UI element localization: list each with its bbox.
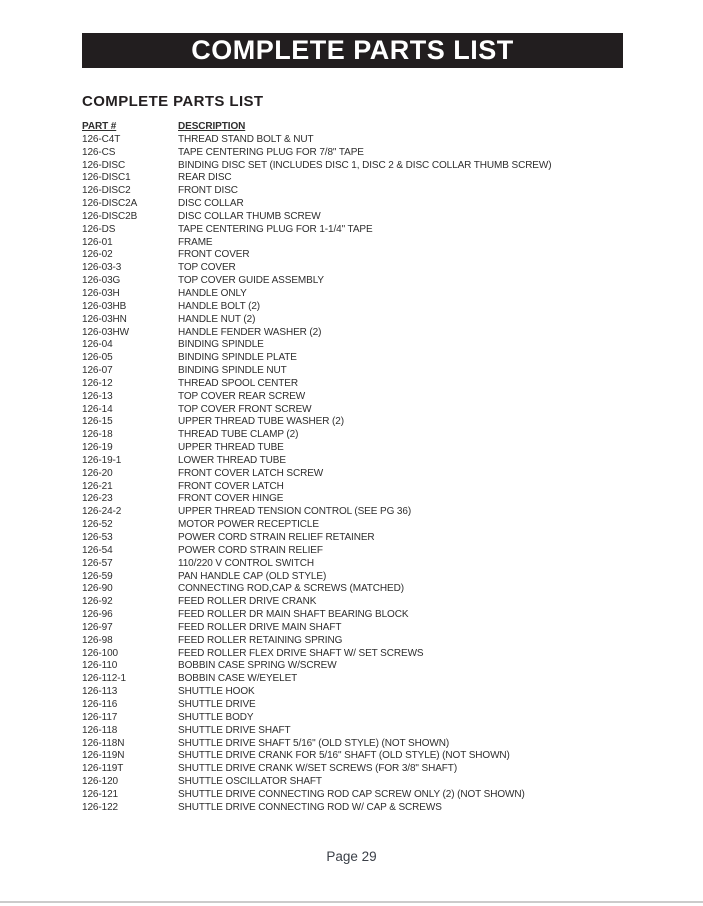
part-number-cell: 126-113: [82, 686, 118, 698]
part-number-cell: 126-01: [82, 236, 113, 248]
part-number-cell: 126-14: [82, 403, 113, 415]
description-cell: LOWER THREAD TUBE: [178, 454, 286, 466]
part-number-cell: 126-03-3: [82, 262, 122, 274]
description-cell: CONNECTING ROD,CAP & SCREWS (MATCHED): [178, 583, 404, 595]
description-cell: SHUTTLE DRIVE: [178, 698, 256, 710]
table-row: [82, 493, 642, 506]
description-cell: SHUTTLE BODY: [178, 711, 254, 723]
part-number-cell: 126-90: [82, 583, 113, 595]
description-cell: MOTOR POWER RECEPTICLE: [178, 519, 319, 531]
part-number-cell: 126-DS: [82, 223, 116, 235]
part-number-cell: 126-122: [82, 801, 118, 813]
part-number-cell: 126-03H: [82, 287, 120, 299]
description-cell: SHUTTLE DRIVE SHAFT 5/16" (OLD STYLE) (NOT SHOWN): [178, 737, 450, 749]
table-row: [82, 160, 642, 173]
banner-title: COMPLETE PARTS LIST: [191, 35, 514, 65]
part-number-cell: 126-03HN: [82, 313, 127, 325]
table-row: [82, 686, 642, 699]
table-row: [82, 378, 642, 391]
section-title: COMPLETE PARTS LIST: [82, 93, 264, 110]
part-number-cell: 126-53: [82, 532, 113, 543]
table-row: [82, 712, 642, 725]
table-row: [82, 224, 642, 237]
description-cell: FEED ROLLER RETAINING SPRING: [178, 634, 343, 646]
description-cell: BOBBIN CASE W/EYELET: [178, 673, 298, 685]
table-row: [82, 429, 642, 442]
part-number-cell: 126-110: [82, 660, 118, 672]
part-number-cell: 126-57: [82, 557, 113, 569]
table-row: [82, 776, 642, 789]
part-number-cell: 126-96: [82, 609, 113, 621]
description-cell: FEED ROLLER DRIVE MAIN SHAFT: [178, 621, 342, 633]
part-number-cell: 126-12: [82, 377, 113, 389]
part-number-cell: 126-DISC1: [82, 172, 131, 184]
description-cell: THREAD TUBE CLAMP (2): [178, 429, 299, 441]
description-cell: 110/220 V CONTROL SWITCH: [178, 557, 314, 569]
part-number-cell: 126-118N: [82, 737, 125, 749]
description-cell: UPPER THREAD TUBE WASHER (2): [178, 416, 344, 428]
description-column-header: DESCRIPTION: [178, 121, 246, 132]
table-row: [82, 789, 642, 802]
description-cell: POWER CORD STRAIN RELIEF RETAINER: [178, 532, 375, 543]
part-number-cell: 126-07: [82, 365, 113, 377]
table-row: [82, 275, 642, 288]
table-row: [82, 571, 642, 584]
part-number-cell: 126-59: [82, 570, 113, 582]
table-row: [82, 249, 642, 262]
table-row: [82, 455, 642, 468]
table-row: [82, 352, 642, 365]
table-row: [82, 327, 642, 340]
part-number-cell: 126-97: [82, 621, 113, 633]
page-banner: [82, 33, 623, 68]
table-row: [82, 211, 642, 224]
part-number-cell: 126-98: [82, 634, 113, 646]
table-row: [82, 416, 642, 429]
table-row: [82, 262, 642, 275]
description-cell: UPPER THREAD TUBE: [178, 442, 284, 454]
description-cell: TOP COVER REAR SCREW: [178, 390, 306, 402]
table-row: [82, 622, 642, 635]
table-row: [82, 763, 642, 776]
part-number-cell: 126-DISC2: [82, 185, 131, 197]
table-row: [82, 314, 642, 327]
description-cell: POWER CORD STRAIN RELIEF: [178, 544, 323, 556]
description-cell: TOP COVER: [178, 262, 236, 274]
table-row: [82, 802, 642, 815]
table-row: [82, 558, 642, 571]
description-cell: HANDLE NUT (2): [178, 313, 256, 325]
table-row: [82, 339, 642, 352]
part-number-cell: 126-118: [82, 724, 118, 736]
part-number-cell: 126-18: [82, 429, 113, 441]
description-cell: TAPE CENTERING PLUG FOR 7/8" TAPE: [178, 146, 364, 158]
page-bottom-edge: [0, 901, 703, 903]
table-row: [82, 596, 642, 609]
table-row: [82, 532, 642, 545]
part-column-header: PART #: [82, 121, 117, 132]
table-header-row: [82, 121, 642, 134]
table-row: [82, 506, 642, 519]
description-cell: THREAD STAND BOLT & NUT: [178, 133, 314, 145]
part-number-cell: 126-20: [82, 467, 113, 479]
table-row: [82, 288, 642, 301]
table-row: [82, 609, 642, 622]
table-row: [82, 635, 642, 648]
page-number: Page 29: [326, 849, 377, 864]
parts-table-body: [82, 134, 642, 815]
table-row: [82, 198, 642, 211]
description-cell: BINDING SPINDLE: [178, 339, 264, 351]
part-number-cell: 126-52: [82, 519, 113, 531]
table-row: [82, 660, 642, 673]
table-row: [82, 391, 642, 404]
description-cell: SHUTTLE DRIVE CONNECTING ROD W/ CAP & SCREWS: [178, 801, 442, 813]
description-cell: FRAME: [178, 236, 213, 248]
description-cell: UPPER THREAD TENSION CONTROL (SEE PG 36): [178, 506, 412, 518]
table-row: [82, 725, 642, 738]
description-cell: PAN HANDLE CAP (OLD STYLE): [178, 570, 327, 582]
part-number-cell: 126-15: [82, 416, 113, 428]
table-row: [82, 583, 642, 596]
part-number-cell: 126-100: [82, 647, 118, 659]
part-number-cell: 126-CS: [82, 146, 116, 158]
part-number-cell: 126-DISC: [82, 159, 126, 171]
description-cell: SHUTTLE DRIVE CRANK FOR 5/16" SHAFT (OLD STYLE) (NOT SHOWN): [178, 750, 510, 762]
part-number-cell: 126-19: [82, 442, 113, 454]
table-row: [82, 750, 642, 763]
description-cell: BOBBIN CASE SPRING W/SCREW: [178, 660, 337, 672]
part-number-cell: 126-C4T: [82, 133, 121, 145]
description-cell: REAR DISC: [178, 172, 232, 184]
description-cell: BINDING DISC SET (INCLUDES DISC 1, DISC 2 & DISC COLLAR THUMB SCREW): [178, 159, 552, 171]
part-number-cell: 126-54: [82, 544, 113, 556]
part-number-cell: 126-DISC2B: [82, 210, 138, 222]
part-number-cell: 126-03HB: [82, 300, 127, 312]
table-row: [82, 519, 642, 532]
description-cell: FRONT COVER LATCH SCREW: [178, 467, 324, 479]
part-number-cell: 126-03HW: [82, 326, 129, 338]
description-cell: BINDING SPINDLE PLATE: [178, 352, 297, 364]
description-cell: FEED ROLLER FLEX DRIVE SHAFT W/ SET SCREWS: [178, 647, 424, 659]
part-number-cell: 126-13: [82, 390, 113, 402]
table-row: [82, 481, 642, 494]
part-number-cell: 126-21: [82, 480, 113, 492]
part-number-cell: 126-DISC2A: [82, 198, 138, 210]
table-row: [82, 134, 642, 147]
table-row: [82, 172, 642, 185]
part-number-cell: 126-92: [82, 596, 113, 608]
part-number-cell: 126-121: [82, 788, 118, 800]
table-row: [82, 147, 642, 160]
page-footer: [0, 849, 703, 864]
table-row: [82, 404, 642, 417]
description-cell: FEED ROLLER DRIVE CRANK: [178, 596, 317, 608]
description-cell: SHUTTLE DRIVE CRANK W/SET SCREWS (FOR 3/8" SHAFT): [178, 763, 458, 775]
part-number-cell: 126-116: [82, 698, 118, 710]
description-cell: HANDLE FENDER WASHER (2): [178, 326, 322, 338]
parts-table: [82, 121, 642, 815]
part-number-cell: 126-04: [82, 339, 113, 351]
description-cell: FRONT COVER: [178, 249, 250, 261]
table-row: [82, 468, 642, 481]
description-cell: HANDLE ONLY: [178, 287, 247, 299]
part-number-cell: 126-02: [82, 249, 113, 261]
description-cell: THREAD SPOOL CENTER: [178, 377, 298, 389]
description-cell: FEED ROLLER DR MAIN SHAFT BEARING BLOCK: [178, 609, 409, 621]
description-cell: SHUTTLE DRIVE SHAFT: [178, 724, 291, 736]
part-number-cell: 126-19-1: [82, 454, 122, 466]
description-cell: FRONT COVER HINGE: [178, 493, 284, 505]
part-number-cell: 126-120: [82, 776, 118, 788]
table-row: [82, 365, 642, 378]
part-number-cell: 126-119N: [82, 750, 125, 762]
part-number-cell: 126-03G: [82, 275, 121, 287]
description-cell: DISC COLLAR: [178, 198, 244, 210]
description-cell: TOP COVER FRONT SCREW: [178, 403, 312, 415]
part-number-cell: 126-24-2: [82, 506, 122, 518]
part-number-cell: 126-112-1: [82, 673, 126, 685]
description-cell: BINDING SPINDLE NUT: [178, 365, 287, 377]
part-number-cell: 126-23: [82, 493, 113, 505]
part-number-cell: 126-117: [82, 711, 118, 723]
description-cell: FRONT COVER LATCH: [178, 480, 284, 492]
description-cell: TAPE CENTERING PLUG FOR 1-1/4" TAPE: [178, 223, 373, 235]
part-number-cell: 126-05: [82, 352, 113, 364]
description-cell: TOP COVER GUIDE ASSEMBLY: [178, 275, 324, 287]
table-row: [82, 185, 642, 198]
table-row: [82, 699, 642, 712]
description-cell: SHUTTLE DRIVE CONNECTING ROD CAP SCREW ONLY (2) (NOT SHOWN): [178, 788, 525, 800]
table-row: [82, 545, 642, 558]
description-cell: SHUTTLE HOOK: [178, 686, 255, 698]
table-row: [82, 237, 642, 250]
description-cell: DISC COLLAR THUMB SCREW: [178, 210, 321, 222]
description-cell: FRONT DISC: [178, 185, 238, 197]
description-cell: HANDLE BOLT (2): [178, 300, 261, 312]
part-number-cell: 126-119T: [82, 763, 124, 775]
description-cell: SHUTTLE OSCILLATOR SHAFT: [178, 776, 322, 788]
table-row: [82, 442, 642, 455]
table-row: [82, 738, 642, 751]
table-row: [82, 648, 642, 661]
table-row: [82, 301, 642, 314]
table-row: [82, 673, 642, 686]
